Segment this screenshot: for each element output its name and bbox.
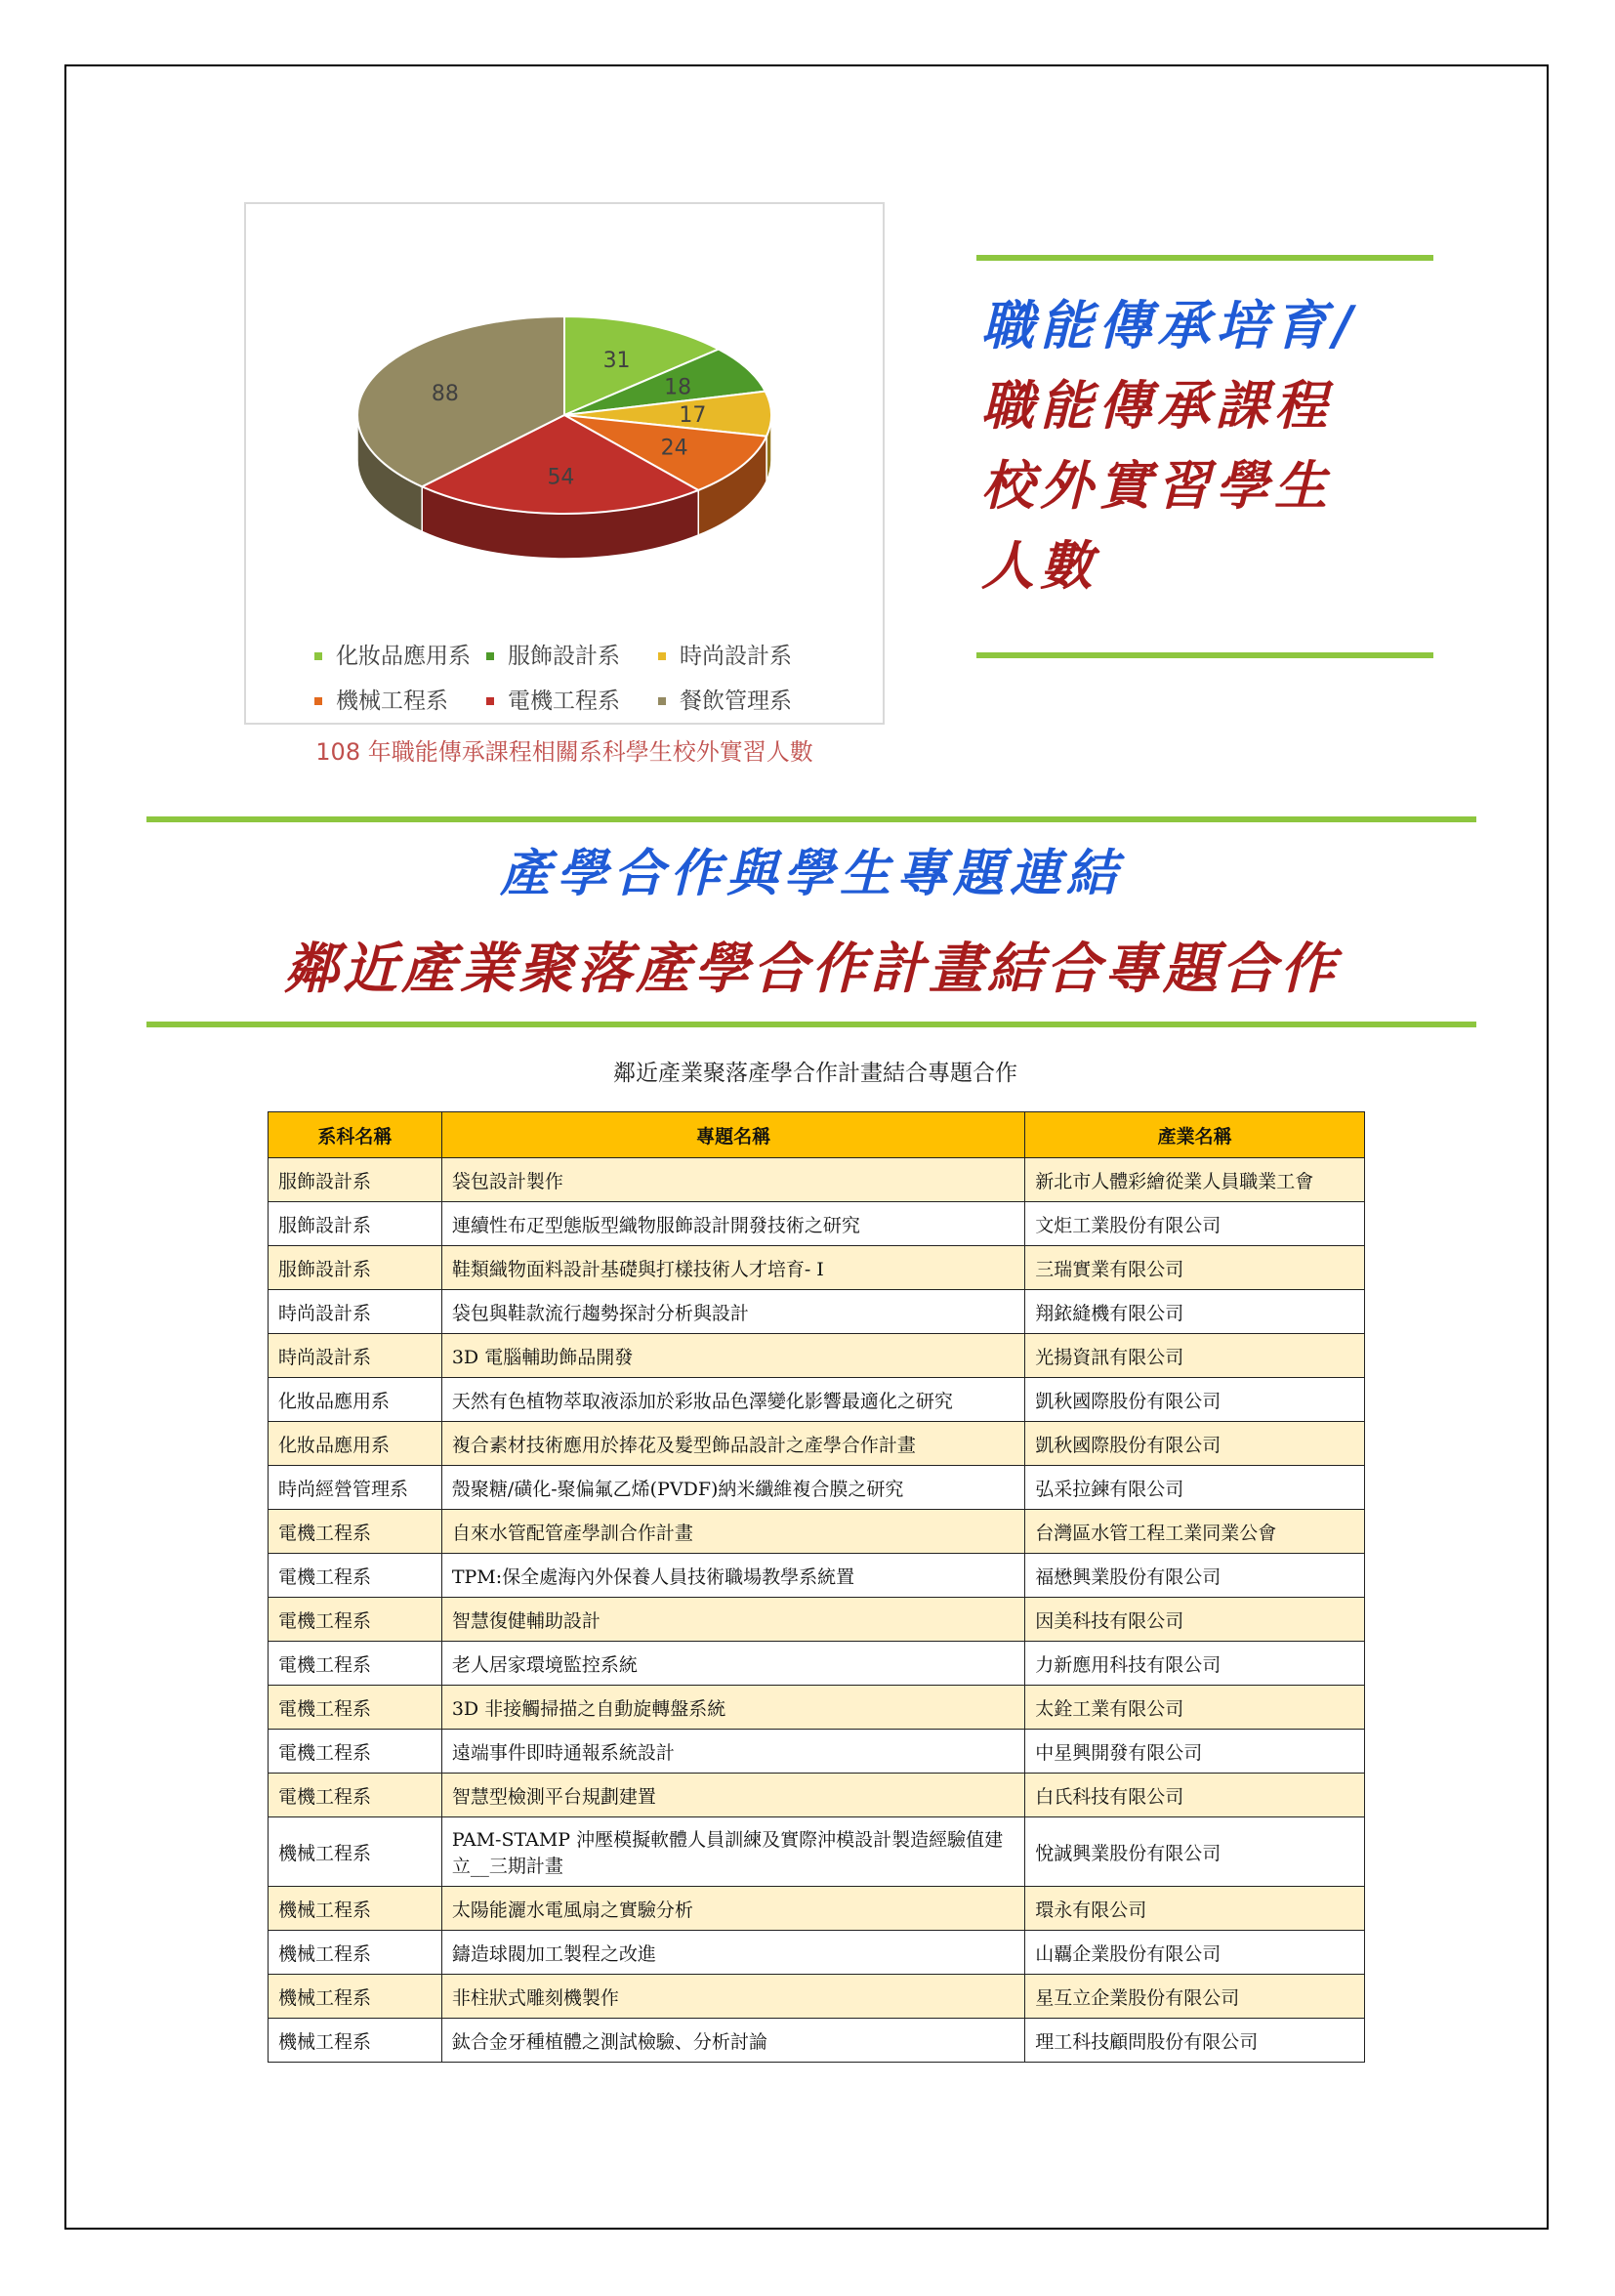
legend-label: 餐飲管理系: [680, 689, 792, 714]
table-row: [269, 1931, 1365, 1975]
cell-department: 服飾設計系: [269, 1158, 442, 1202]
cell-project: 智慧型檢測平台規劃建置: [441, 1774, 1024, 1817]
header-company: 產業名稱: [1025, 1112, 1365, 1158]
cell-company: 中星興開發有限公司: [1025, 1730, 1365, 1774]
cell-department: 化妝品應用系: [269, 1378, 442, 1422]
cell-company: 山覊企業股份有限公司: [1025, 1931, 1365, 1975]
table-row: [269, 1466, 1365, 1510]
divider-top: [976, 255, 1433, 261]
cell-department: 電機工程系: [269, 1554, 442, 1598]
cell-department: 化妝品應用系: [269, 1422, 442, 1466]
cell-project: 連續性布疋型態版型織物服飾設計開發技術之研究: [441, 1202, 1024, 1246]
cell-project: 殼聚糖/磺化-聚偏氟乙烯(PVDF)納米纖維複合膜之研究: [441, 1466, 1024, 1510]
cell-project: 3D 非接觸掃描之自動旋轉盤系統: [441, 1686, 1024, 1730]
cell-department: 電機工程系: [269, 1598, 442, 1642]
table-row: [269, 1554, 1365, 1598]
title-line-4: 人數: [981, 534, 1098, 597]
pie-chart-canvas: [246, 204, 883, 634]
table-row: [269, 1378, 1365, 1422]
legend-swatch: [314, 652, 322, 660]
cell-department: 機械工程系: [269, 1975, 442, 2019]
table-header-row: [269, 1112, 1365, 1158]
chart-caption: 108 年職能傳承課程相關系科學生校外實習人數: [315, 738, 813, 766]
pie-chart: [244, 202, 885, 725]
pie-data-label: 17: [679, 403, 707, 429]
title-line-2: 職能傳承課程: [981, 374, 1333, 437]
cell-project: 遠端事件即時通報系統設計: [441, 1730, 1024, 1774]
cell-company: 弘采拉鍊有限公司: [1025, 1466, 1365, 1510]
cell-project: 複合素材技術應用於捧花及髮型飾品設計之產學合作計畫: [441, 1422, 1024, 1466]
legend-label: 服飾設計系: [508, 644, 620, 669]
legend-item: [658, 679, 830, 724]
title-block: [981, 285, 1430, 605]
cell-department: 服飾設計系: [269, 1202, 442, 1246]
cell-project: 鞋類織物面料設計基礎與打樣技術人才培育- I: [441, 1246, 1024, 1290]
legend-swatch: [658, 652, 666, 660]
legend-label: 電機工程系: [508, 689, 620, 714]
cell-project: 袋包設計製作: [441, 1158, 1024, 1202]
cell-company: 白氏科技有限公司: [1025, 1774, 1365, 1817]
cell-project: PAM-STAMP 沖壓模擬軟體人員訓練及實際沖模設計製造經驗值建立__三期計畫: [441, 1817, 1024, 1887]
legend-item: [486, 634, 658, 679]
table-row: [269, 1158, 1365, 1202]
cell-company: 力新應用科技有限公司: [1025, 1642, 1365, 1686]
cell-company: 光揚資訊有限公司: [1025, 1334, 1365, 1378]
legend-item: [486, 679, 658, 724]
legend-swatch: [486, 652, 494, 660]
cell-project: 非柱狀式雕刻機製作: [441, 1975, 1024, 2019]
legend-label: 化妝品應用系: [336, 644, 471, 669]
pie-data-label: 24: [660, 436, 688, 461]
pie-data-label: 54: [547, 465, 575, 490]
cell-company: 因美科技有限公司: [1025, 1598, 1365, 1642]
table-row: [269, 1686, 1365, 1730]
table-row: [269, 1642, 1365, 1686]
title-line-3: 校外實習學生: [981, 454, 1333, 517]
table-row: [269, 1774, 1365, 1817]
cell-project: TPM:保全處海內外保養人員技術職場教學系統置: [441, 1554, 1024, 1598]
cell-project: 天然有色植物萃取液添加於彩妝品色澤變化影響最適化之研究: [441, 1378, 1024, 1422]
cell-project: 智慧復健輔助設計: [441, 1598, 1024, 1642]
section-title-2: 鄰近產業聚落產學合作計畫結合專題合作: [284, 937, 1339, 1001]
cell-department: 電機工程系: [269, 1510, 442, 1554]
cell-company: 新北市人體彩繪從業人員職業工會: [1025, 1158, 1365, 1202]
cell-project: 老人居家環境監控系統: [441, 1642, 1024, 1686]
legend-label: 機械工程系: [336, 689, 448, 714]
cell-company: 太銓工業有限公司: [1025, 1686, 1365, 1730]
cell-department: 電機工程系: [269, 1642, 442, 1686]
cell-company: 星互立企業股份有限公司: [1025, 1975, 1365, 2019]
table-row: [269, 1422, 1365, 1466]
cell-department: 電機工程系: [269, 1774, 442, 1817]
legend-item: [314, 634, 486, 679]
table-row: [269, 1510, 1365, 1554]
table-row: [269, 1290, 1365, 1334]
cell-project: 鑄造球閥加工製程之改進: [441, 1931, 1024, 1975]
pie-data-label: 18: [664, 375, 692, 400]
table-row: [269, 1887, 1365, 1931]
cell-department: 機械工程系: [269, 1817, 442, 1887]
cooperation-table: [268, 1111, 1365, 2063]
legend-item: [314, 679, 486, 724]
pie-data-label: 88: [431, 381, 459, 406]
cell-project: 袋包與鞋款流行趨勢探討分析與設計: [441, 1290, 1024, 1334]
table-row: [269, 1246, 1365, 1290]
cell-company: 凱秋國際股份有限公司: [1025, 1422, 1365, 1466]
cell-department: 服飾設計系: [269, 1246, 442, 1290]
cell-project: 太陽能灑水電風扇之實驗分析: [441, 1887, 1024, 1931]
header-department: 系科名稱: [269, 1112, 442, 1158]
table-card: [252, 1033, 1379, 2098]
section-divider-top: [146, 816, 1476, 822]
legend-swatch: [486, 697, 494, 705]
cell-department: 時尚設計系: [269, 1290, 442, 1334]
cell-company: 理工科技顧問股份有限公司: [1025, 2019, 1365, 2063]
section-divider-bottom: [146, 1022, 1476, 1027]
cell-department: 機械工程系: [269, 1887, 442, 1931]
legend-item: [658, 634, 830, 679]
cell-company: 三瑞實業有限公司: [1025, 1246, 1365, 1290]
title-line-1: 職能傳承培育/: [981, 294, 1358, 356]
cell-project: 3D 電腦輔助飾品開發: [441, 1334, 1024, 1378]
table-row: [269, 1730, 1365, 1774]
cell-project: 自來水管配管產學訓合作計畫: [441, 1510, 1024, 1554]
header-project: 專題名稱: [441, 1112, 1024, 1158]
legend-swatch: [314, 697, 322, 705]
cell-department: 機械工程系: [269, 2019, 442, 2063]
table-row: [269, 1598, 1365, 1642]
divider-bottom: [976, 652, 1433, 658]
cell-department: 機械工程系: [269, 1931, 442, 1975]
cell-department: 電機工程系: [269, 1730, 442, 1774]
cell-company: 翔銥縫機有限公司: [1025, 1290, 1365, 1334]
table-row: [269, 1817, 1365, 1887]
legend-swatch: [658, 697, 666, 705]
cell-department: 時尚經營管理系: [269, 1466, 442, 1510]
cell-project: 鈦合金牙種植體之測試檢驗、分析討論: [441, 2019, 1024, 2063]
cell-company: 台灣區水管工程工業同業公會: [1025, 1510, 1365, 1554]
chart-legend: [314, 634, 861, 724]
cell-company: 文炬工業股份有限公司: [1025, 1202, 1365, 1246]
cell-company: 凱秋國際股份有限公司: [1025, 1378, 1365, 1422]
cell-company: 環永有限公司: [1025, 1887, 1365, 1931]
table-row: [269, 2019, 1365, 2063]
table-caption: 鄰近產業聚落產學合作計畫結合專題合作: [613, 1061, 1017, 1086]
cell-department: 時尚設計系: [269, 1334, 442, 1378]
section-title-1: 產學合作與學生專題連結: [499, 844, 1123, 903]
pie-data-label: 31: [602, 348, 631, 373]
table-row: [269, 1975, 1365, 2019]
legend-label: 時尚設計系: [680, 644, 792, 669]
cell-company: 悅誠興業股份有限公司: [1025, 1817, 1365, 1887]
table-row: [269, 1202, 1365, 1246]
cell-company: 福懋興業股份有限公司: [1025, 1554, 1365, 1598]
cell-department: 電機工程系: [269, 1686, 442, 1730]
table-row: [269, 1334, 1365, 1378]
